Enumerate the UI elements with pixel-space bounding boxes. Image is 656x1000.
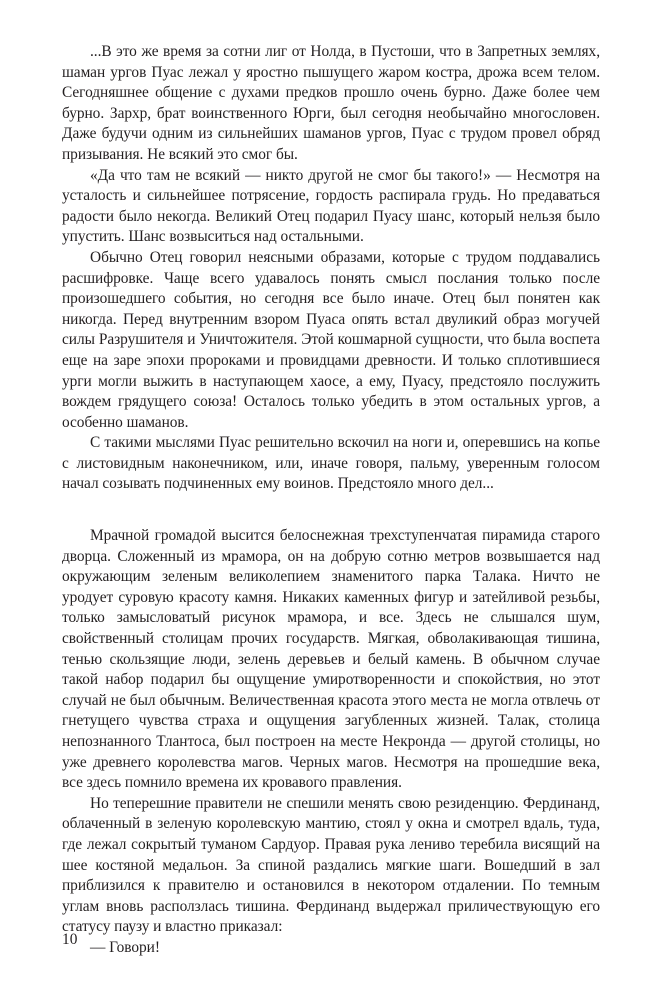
paragraph: ...В это же время за сотни лиг от Нолда, в Пустоши, что в Запретных землях, шаман ургов Пуас лежал у яростно пышущего жаром костра, дрожа всем телом. Сегодняшнее общение с духами предков прошло очень бурно. Даже более чем бурно. Зархр, брат воинственного Юрги, был сегодня необычайно многословен. Даже будучи одним из сильнейших шаманов ургов, Пуас с трудом провел обряд призывания. Не всякий это смог бы. (62, 43, 600, 163)
section-palace (62, 526, 600, 958)
paragraph: Обычно Отец говорил неясными образами, которые с трудом поддавались расшифровке. Чаще всего удавалось понять смысл послания только после произошедшего события, но сегодня все было иначе. Отец был понятен как никогда. Перед внутренним взором Пуаса опять встал двуликий образ могучей силы Разрушителя и Уничтожителя. Этой кошмарной сущности, что была воспета еще на заре эпохи пророками и провидцами древности. И только сплотившиеся урги могли выжить в наступающем хаосе, а ему, Пуасу, предстояло послужить вождем грядущего союза! Осталось только убедить в этом остальных ургов, а особенно шаманов. (62, 248, 600, 431)
book-page (62, 42, 600, 959)
page-number: 10 (62, 931, 78, 948)
paragraph: — Говори! (90, 938, 160, 956)
paragraph: Мрачной громадой высится белоснежная трехступенчатая пирамида старого дворца. Сложенный из мрамора, он на добрую сотню метров возвышается над окружающим зеленым великолепием знаменитого парка Талака. Ничто не уродует суровую красоту камня. Никаких каменных фигур и затейливой резьбы, только замысловатый рисунок мрамора, и все. Здесь не слышался шум, свойственный столицам прочих государств. Мягкая, обволакивающая тишина, тенью скользящие люди, зелень деревьев и белый камень. В обычном случае такой набор подарил бы ощущение умиротворенности и спокойствия, но этот случай не был обычным. Величественная красота этого места не могла отвлечь от гнетущего чувства страха и ощущения загубленных жизней. Талак, столица непознанного Тлантоса, был построен на месте Некронда — другой столицы, но уже древнего королевства магов. Черных магов. Несмотря на прошедшие века, все здесь помнило времена их кровавого правления. (62, 527, 600, 792)
paragraph: С такими мыслями Пуас решительно вскочил на ноги и, оперевшись на копье с листовидным наконечником, или, иначе говоря, пальму, уверенным голосом начал созывать подчиненных ему воинов. Предстояло много дел... (62, 434, 600, 493)
paragraph: Но теперешние правители не спешили менять свою резиденцию. Фердинанд, облаченный в зеленую королевскую мантию, стоял у окна и смотрел вдаль, туда, где лежал сокрытый туманом Сардуор. Правая рука лениво теребила висящий на шее костяной медальон. За спиной раздались мягкие шаги. Вошедший в зал приблизился к правителю и остановился в некотором отдалении. По темным углам вновь расползлась тишина. Фердинанд выдержал приличествующую его статусу паузу и властно приказал: (62, 794, 600, 936)
paragraph: «Да что там не всякий — никто другой не смог бы такого!» — Несмотря на усталость и сильнейшее потрясение, гордость распирала грудь. Но предаваться радости было некогда. Великий Отец подарил Пуасу шанс, который нельзя было упустить. Шанс возвыситься над остальными. (62, 166, 600, 246)
section-shaman (62, 42, 600, 495)
section-break (62, 495, 600, 526)
